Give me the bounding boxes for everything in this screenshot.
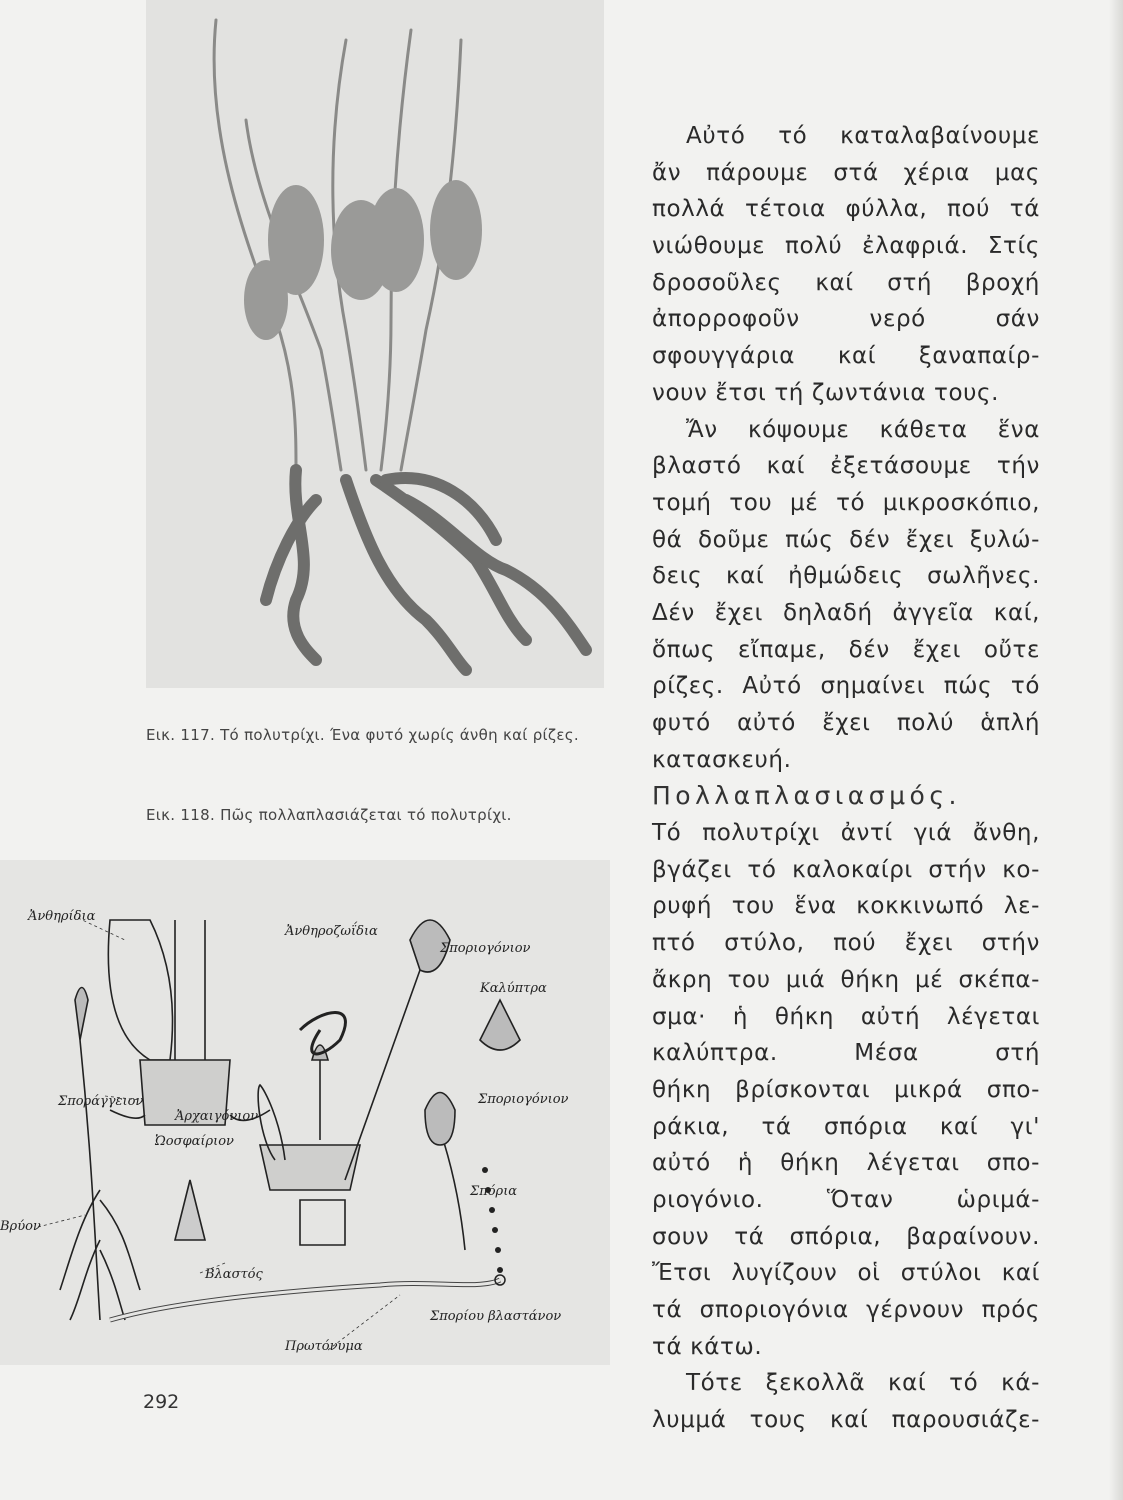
text-line: πτό στύλο, πού ἔχει στήν <box>652 930 1040 957</box>
text-line: φυτό αὐτό ἔχει πολύ ἁπλή <box>652 710 1040 736</box>
text-line: ὅπως εἴπαμε, δέν ἔχει οὔτε <box>652 636 1040 663</box>
text-line: καλύπτρα. Μέσα στή <box>652 1040 1040 1067</box>
text-line: Αὐτό τό καταλαβαίνουμε <box>686 123 1040 149</box>
text-line: σουν τά σπόρια, βαραίνουν. <box>652 1223 1040 1250</box>
page-number: 292 <box>143 1391 180 1413</box>
text-line: δροσοῦλες καί στή βροχή <box>652 269 1040 296</box>
text-line: ἄκρη του μιά θήκη μέ σκέπα- <box>652 966 1040 993</box>
text-line: Ἄν κόψουμε κάθετα ἕνα <box>686 416 1040 443</box>
text-line: ρυφή του ἕνα κοκκινωπό λε- <box>652 893 1040 920</box>
label-kalyptra: Καλύπτρα <box>480 981 547 996</box>
text-line: ρίζες. Αὐτό σημαίνει πώς τό <box>652 673 1040 700</box>
moss-photo <box>146 0 604 688</box>
label-archegonion: Ἀρχαιγόνιον <box>175 1109 259 1124</box>
text-line: δεις καί ἠθμώδεις σωλῆνες. <box>652 563 1040 590</box>
label-sporogonion-top: Σποριογόνιον <box>440 941 531 956</box>
label-bryon: Βρύον <box>0 1219 41 1234</box>
label-vlastos: Βλαστός <box>205 1267 263 1282</box>
text-line: θήκη βρίσκονται μικρά σπο- <box>652 1076 1040 1103</box>
label-antheridia: Ἀνθηρίδια <box>28 909 96 924</box>
label-sporogonion-mid: Σποριογόνιον <box>478 1092 569 1107</box>
text-line: πολλά τέτοια φύλλα, πού τά <box>652 196 1040 223</box>
label-protonyma: Πρωτόνυμα <box>285 1339 363 1354</box>
text-line: τά σποριογόνια γέρνουν πρός <box>652 1297 1040 1323</box>
text-line: λυμμά τους καί παρουσιάζε- <box>652 1407 1040 1434</box>
text-line: σφουγγάρια καί ξαναπαίρ- <box>652 343 1040 370</box>
text-line: ράκια, τά σπόρια καί γι' <box>652 1113 1040 1140</box>
text-line: τά κάτω. <box>652 1333 763 1360</box>
text-line: νουν ἔτσι τή ζωντάνια τους. <box>652 379 1000 406</box>
text-line: βλαστό καί ἐξετάσουμε τήν <box>652 453 1040 480</box>
text-line: κατασκευή. <box>652 746 792 773</box>
text-line: Τό πολυτρίχι ἀντί γιά ἄνθη, <box>652 820 1040 847</box>
text-line: θά δοῦμε πώς δέν ἔχει ξυλώ- <box>652 526 1040 553</box>
text-line: τομή του μέ τό μικροσκόπιο, <box>652 489 1040 516</box>
text-line: αὐτό ἡ θήκη λέγεται σπο- <box>652 1150 1040 1177</box>
text-line: ἄν πάρουμε στά χέρια μας <box>652 159 1040 186</box>
label-sporiou-vlastanon: Σπορίου βλαστάνον <box>430 1309 562 1324</box>
label-oosphairion: Ὠοσφαίριον <box>155 1134 234 1149</box>
section-heading: Πολλαπλασιασμός. <box>652 781 961 811</box>
text-line: ἀπορροφοῦν νερό σάν <box>652 306 1040 333</box>
page-edge-shadow <box>1109 0 1123 1500</box>
text-line: Ἔτσι λυγίζουν οἱ στύλοι καί <box>652 1260 1040 1287</box>
text-line: Δέν ἔχει δηλαδή ἀγγεῖα καί, <box>652 599 1040 626</box>
text-line: νιώθουμε πολύ ἐλαφριά. Στίς <box>652 233 1040 260</box>
label-sporangeion: Σποράγγειον <box>58 1094 144 1109</box>
label-sporia: Σπόρια <box>470 1184 518 1199</box>
figure-117-caption: Εικ. 117. Τό πολυτρίχι. Ένα φυτό χωρίς άνθη καί ρίζες. <box>146 726 579 744</box>
reproduction-diagram <box>0 860 610 1365</box>
label-antherozoidia: Ἀνθηροζωΐδια <box>285 924 378 939</box>
body-text-column <box>652 118 1040 1439</box>
text-line: ριογόνιο. Ὅταν ὡριμά- <box>652 1186 1040 1213</box>
text-line: Τότε ξεκολλᾶ καί τό κά- <box>686 1370 1040 1397</box>
text-line: σμα· ἡ θήκη αὐτή λέγεται <box>652 1003 1040 1030</box>
figure-118-caption: Εικ. 118. Πῶς πολλαπλασιάζεται τό πολυτρίχι. <box>146 806 512 824</box>
text-line: βγάζει τό καλοκαίρι στήν κο- <box>652 856 1040 883</box>
